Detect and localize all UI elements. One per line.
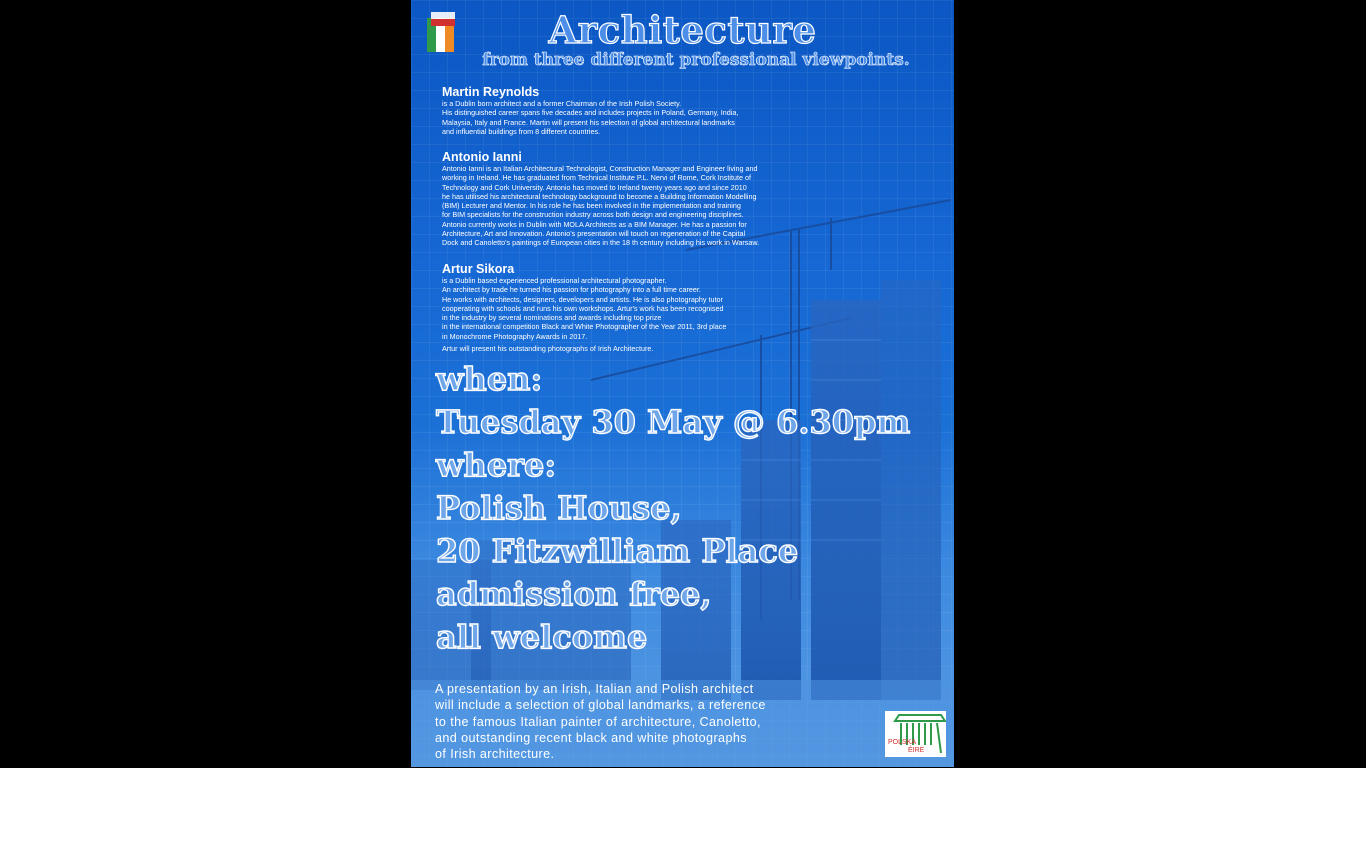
event-poster (411, 0, 954, 767)
venue-name: Polish House, (436, 489, 682, 527)
polska-eire-logo (885, 711, 946, 757)
blurb-line: of Irish architecture. (435, 747, 555, 762)
bio-line: and influential buildings from 8 different countries. (442, 126, 601, 136)
bio-line: in Monochrome Photography Awards in 2017. (442, 331, 588, 341)
logo-text-eire: ÉIRE (908, 747, 925, 754)
speaker-bio-artur-sikora (442, 276, 852, 353)
bio-line: Dock and Canoletto's paintings of European cities in the 18 th century including his work in Warsaw. (442, 238, 760, 248)
admission-info: admission free, (436, 575, 712, 613)
bio-line: in the industry by several nominations and awards including top prize (442, 313, 662, 323)
welcome-info: all welcome (436, 618, 648, 656)
blurb-line: will include a selection of global landmarks, a reference (435, 698, 766, 713)
blurb-line: to the famous Italian painter of architecture, Canoletto, (435, 714, 761, 729)
logo-text-polska: POLSKA (888, 739, 917, 746)
bio-line: for BIM specialists for the construction industry across both design and engineering disciplines. (442, 210, 744, 220)
bio-line: Antonio currently works in Dublin with MOLA Architects as a BIM Manager. He has a passion for (442, 219, 747, 229)
speaker-name-artur-sikora: Artur Sikora (442, 262, 515, 276)
speaker-bio-antonio-ianni (442, 164, 852, 248)
bio-line: Architecture, Art and Innovation. Antonio's presentation will touch on regeneration of the Capital (442, 229, 746, 239)
venue-address: 20 Fitzwilliam Place (436, 532, 799, 570)
bio-line: in the international competition Black and White Photographer of the Year 2011, 3rd place (442, 322, 727, 332)
bio-line: is a Dublin based experienced professional architectural photographer. (442, 276, 667, 285)
blurb-line: and outstanding recent black and white photographs (435, 730, 747, 745)
bio-line: Malaysia, Italy and France. Martin will present his selection of global architectural landmarks (442, 117, 735, 127)
bio-line: Technology and Cork University. Antonio has moved to Ireland twenty years ago and since 2010 (442, 182, 747, 192)
bio-line: He works with architects, designers, developers and artists. He is also photography tutor (442, 294, 723, 304)
bio-line: he has utilised his architectural technology background to become a Building Information Modelling (442, 191, 757, 201)
bio-line: His distinguished career spans five decades and includes projects in Poland, Germany, India, (442, 108, 739, 118)
presentation-blurb (435, 681, 855, 762)
blurb-line: A presentation by an Irish, Italian and Polish architect (435, 682, 754, 696)
event-date-time: Tuesday 30 May @ 6.30pm (436, 403, 911, 441)
speaker-name-antonio-ianni: Antonio Ianni (442, 150, 522, 164)
speaker-name-martin-reynolds: Martin Reynolds (442, 85, 540, 99)
poster-subtitle: from three different professional viewpoints. (482, 50, 910, 70)
bio-closing-line: Artur will present his outstanding photographs of Irish Architecture. (442, 344, 654, 354)
page-whitespace (0, 768, 1366, 861)
speaker-bio-martin-reynolds (442, 99, 852, 136)
where-label: where: (436, 446, 557, 484)
bio-line: Antonio Ianni is an Italian Architectural Technologist, Construction Manager and Engineer living and (442, 164, 758, 173)
bio-line: working in Ireland. He has graduated from Technical Institute P.L. Nervi of Rome, Cork Institute of (442, 173, 751, 183)
bio-line: (BIM) Lecturer and Mentor. In his role he has been involved in the implementation and training (442, 201, 741, 211)
bio-line: cooperating with schools and runs his own workshops. Artur's work has been recognised (442, 303, 724, 313)
poster-title: Architecture (548, 8, 817, 52)
when-label: when: (436, 360, 543, 398)
bio-line: is a Dublin born architect and a former Chairman of the Irish Polish Society. (442, 99, 682, 108)
bio-line: An architect by trade he turned his passion for photography into a full time career. (442, 285, 701, 295)
